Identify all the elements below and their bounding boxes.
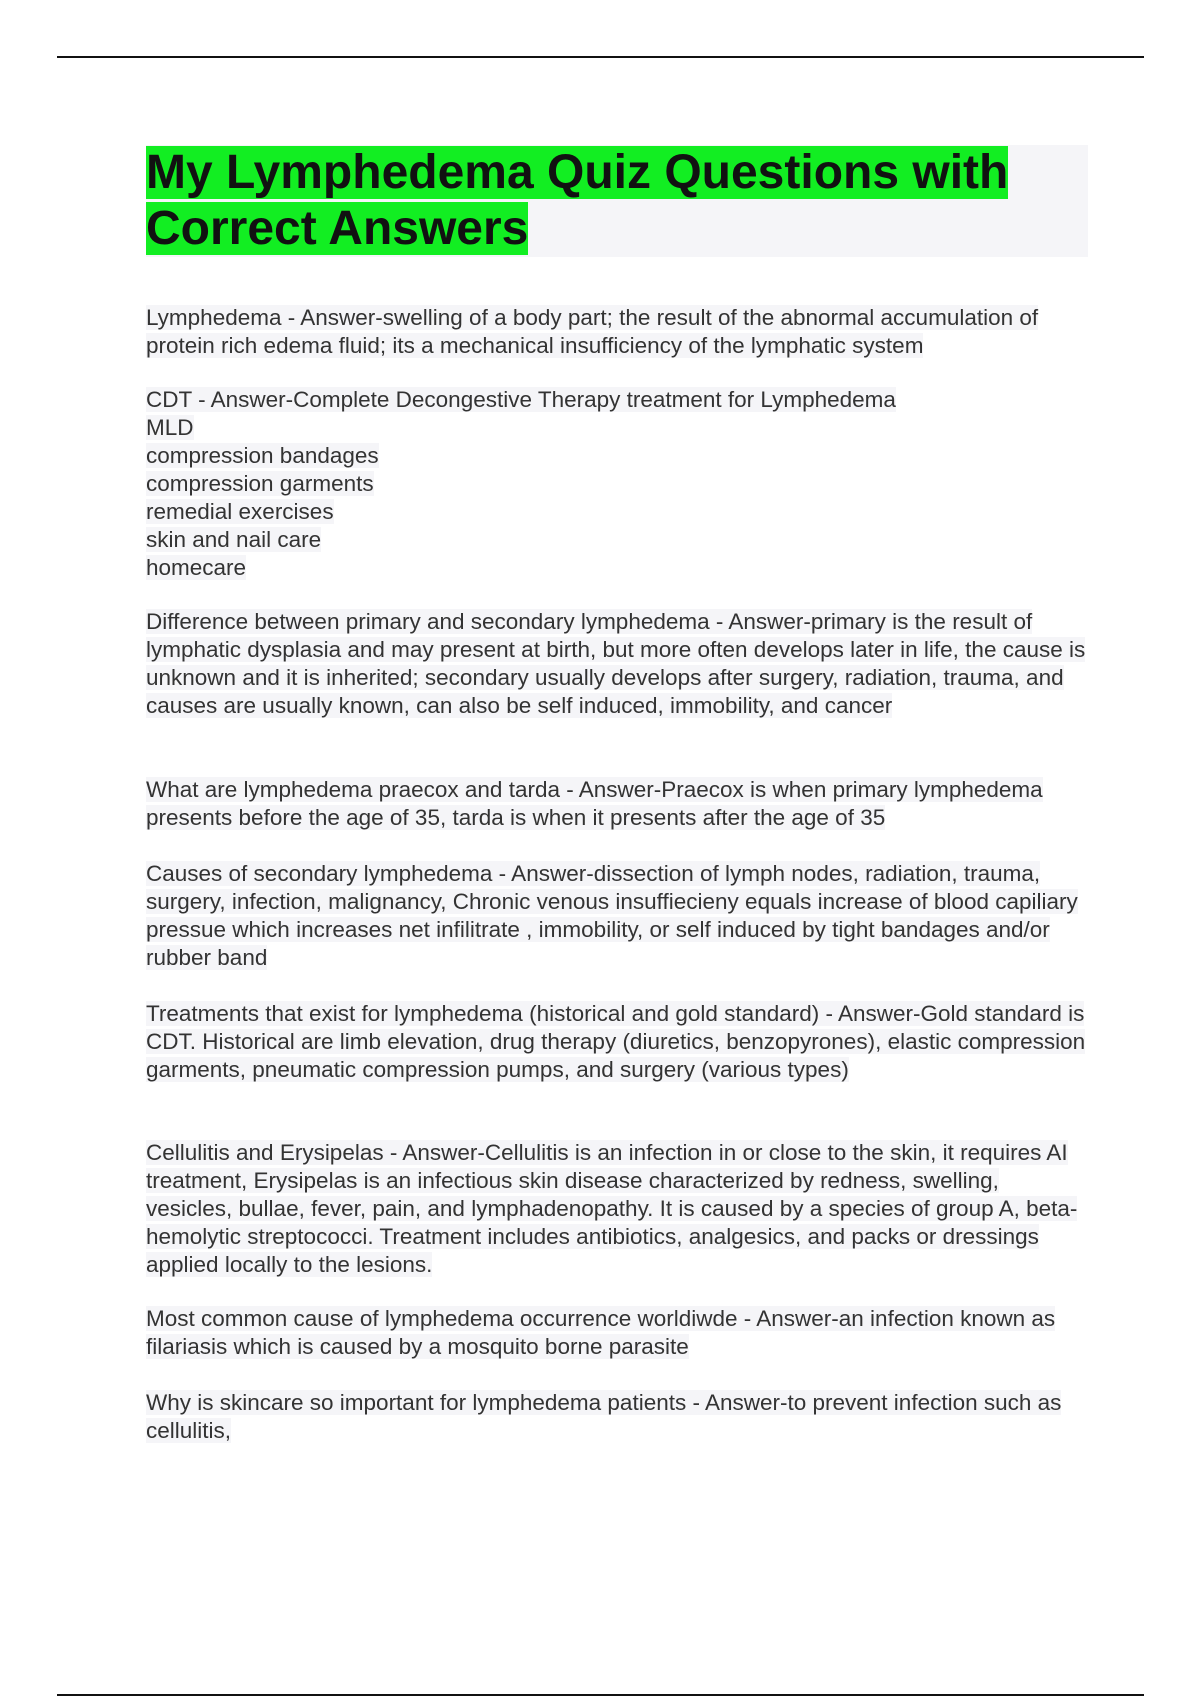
title-block xyxy=(146,145,1088,257)
header-rule xyxy=(57,56,1144,58)
qa-entry-skincare: Why is skincare so important for lymphedema patients - Answer-to prevent infection such as cellulitis, xyxy=(146,1390,1062,1443)
qa-entry-secondary-causes: Causes of secondary lymphedema - Answer-dissection of lymph nodes, radiation, trauma, surgery, infection, malignancy, Chronic venous insuffiecieny equals increase of blood capiliary pressue which increases net infilitrate , immobility, or self induced by tight bandages and/or rubber band xyxy=(146,861,1078,970)
qa-entry-treatments: Treatments that exist for lymphedema (historical and gold standard) - Answer-Gold standard is CDT. Historical are limb elevation, drug therapy (diuretics, benzopyrones), elastic compression garments, pneumatic compression pumps, and surgery (various types) xyxy=(146,1001,1086,1082)
page-title xyxy=(146,145,1088,257)
qa-entry-common-cause: Most common cause of lymphedema occurrence worldiwde - Answer-an infection known as filariasis which is caused by a mosquito borne parasite xyxy=(146,1306,1056,1359)
page-title-text: My Lymphedema Quiz Questions with Correct Answers xyxy=(146,146,1009,255)
qa-entry-lymphedema: Lymphedema - Answer-swelling of a body part; the result of the abnormal accumulation of protein rich edema fluid; its a mechanical insufficiency of the lymphatic system xyxy=(146,305,1039,358)
qa-entry-cdt: CDT - Answer-Complete Decongestive Therapy treatment for Lymphedema MLD compression bandages compression garments remedial exercises skin and nail care homecare xyxy=(146,387,896,580)
qa-entry-praecox-tarda: What are lymphedema praecox and tarda - Answer-Praecox is when primary lymphedema presents before the age of 35, tarda is when it presents after the age of 35 xyxy=(146,777,1043,830)
qa-entry-cellulitis-erysipelas: Cellulitis and Erysipelas - Answer-Cellulitis is an infection in or close to the skin, it requires AI treatment, Erysipelas is an infectious skin disease characterized by redness, swelling, vesicles, bullae, fever, pain, and lymphadenopathy. It is caused by a species of group A, beta-hemolytic streptococci. Treatment includes antibiotics, analgesics, and packs or dressings applied locally to the lesions. xyxy=(146,1140,1078,1277)
qa-entry-primary-vs-secondary: Difference between primary and secondary lymphedema - Answer-primary is the result of lymphatic dysplasia and may present at birth, but more often develops later in life, the cause is unknown and it is inherited; secondary usually develops after surgery, radiation, trauma, and causes are usually known, can also be self induced, immobility, and cancer xyxy=(146,609,1086,718)
footer-rule xyxy=(57,1694,1144,1696)
